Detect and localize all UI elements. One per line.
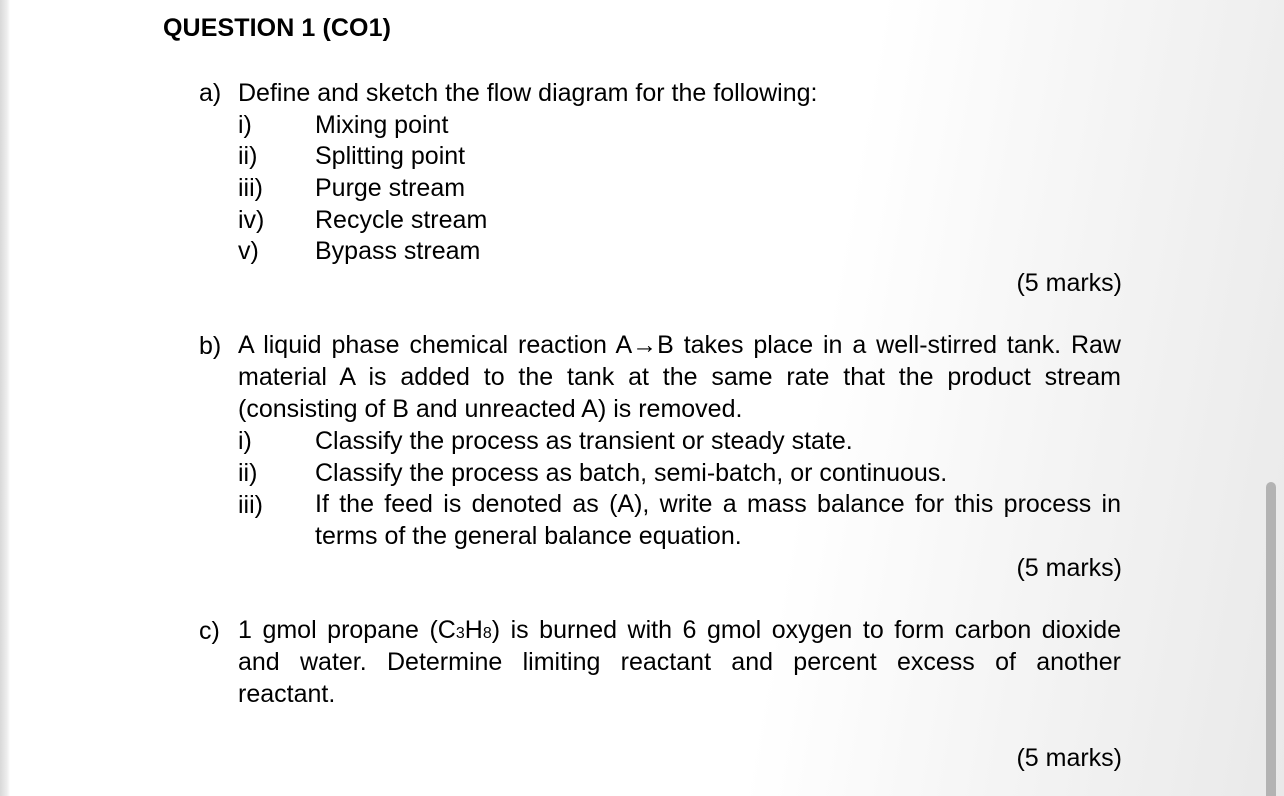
part-c-text-line-1 bbox=[238, 615, 1121, 650]
subscript-3: 3 bbox=[455, 625, 465, 642]
part-b-text-line-1: A liquid phase chemical reaction A→B takes place in a well-stirred tank. Raw bbox=[238, 331, 1121, 359]
part-c-line-1-prefix: 1 gmol propane (C bbox=[238, 616, 456, 644]
part-a-item-4-text: Recycle stream bbox=[315, 206, 488, 234]
part-c-marks: (5 marks) bbox=[1016, 744, 1122, 772]
part-a-item-4-num: iv) bbox=[238, 206, 265, 234]
part-b-item-2-num: ii) bbox=[238, 459, 258, 487]
part-b-item-1-text: Classify the process as transient or steady state. bbox=[315, 427, 853, 455]
part-c-line-1-suffix: ) is burned with 6 gmol oxygen to form carbon dioxide bbox=[491, 616, 1122, 644]
question-heading: QUESTION 1 (CO1) bbox=[163, 14, 392, 42]
part-a-item-1-num: i) bbox=[238, 111, 252, 139]
part-b-letter: b) bbox=[199, 332, 222, 360]
part-b-item-3-num: iii) bbox=[238, 491, 263, 519]
part-a-item-3-text: Purge stream bbox=[315, 174, 466, 202]
part-b-item-3-text-line-2: terms of the general balance equation. bbox=[315, 522, 742, 550]
part-a-item-5-num: v) bbox=[238, 237, 259, 265]
part-a-letter: a) bbox=[199, 79, 222, 107]
part-b-item-1-num: i) bbox=[238, 427, 252, 455]
part-b-item-3-text-line-1: If the feed is denoted as (A), write a mass balance for this process in bbox=[315, 490, 1121, 518]
part-a-text: Define and sketch the flow diagram for the following: bbox=[238, 79, 818, 107]
part-a-item-3-num: iii) bbox=[238, 174, 263, 202]
part-a-item-2-num: ii) bbox=[238, 142, 258, 170]
subscript-8: 8 bbox=[482, 625, 492, 642]
part-c-text-line-2: and water. Determine limiting reactant and percent excess of another bbox=[238, 648, 1121, 676]
page-left-edge bbox=[0, 0, 10, 796]
vertical-scrollbar-thumb[interactable] bbox=[1266, 482, 1276, 796]
part-a-marks: (5 marks) bbox=[1016, 269, 1122, 297]
part-c-letter: c) bbox=[199, 617, 220, 645]
part-b-item-2-text: Classify the process as batch, semi-batch, or continuous. bbox=[315, 459, 948, 487]
part-b-marks: (5 marks) bbox=[1016, 554, 1122, 582]
part-c-line-1-h: H bbox=[464, 616, 483, 644]
part-c-text-line-3: reactant. bbox=[238, 680, 336, 708]
part-a-item-5-text: Bypass stream bbox=[315, 237, 481, 265]
part-a-item-1-text: Mixing point bbox=[315, 111, 449, 139]
part-a-item-2-text: Splitting point bbox=[315, 142, 466, 170]
part-b-text-line-2: material A is added to the tank at the same rate that the product stream bbox=[238, 363, 1121, 391]
part-b-text-line-3: (consisting of B and unreacted A) is removed. bbox=[238, 395, 743, 423]
